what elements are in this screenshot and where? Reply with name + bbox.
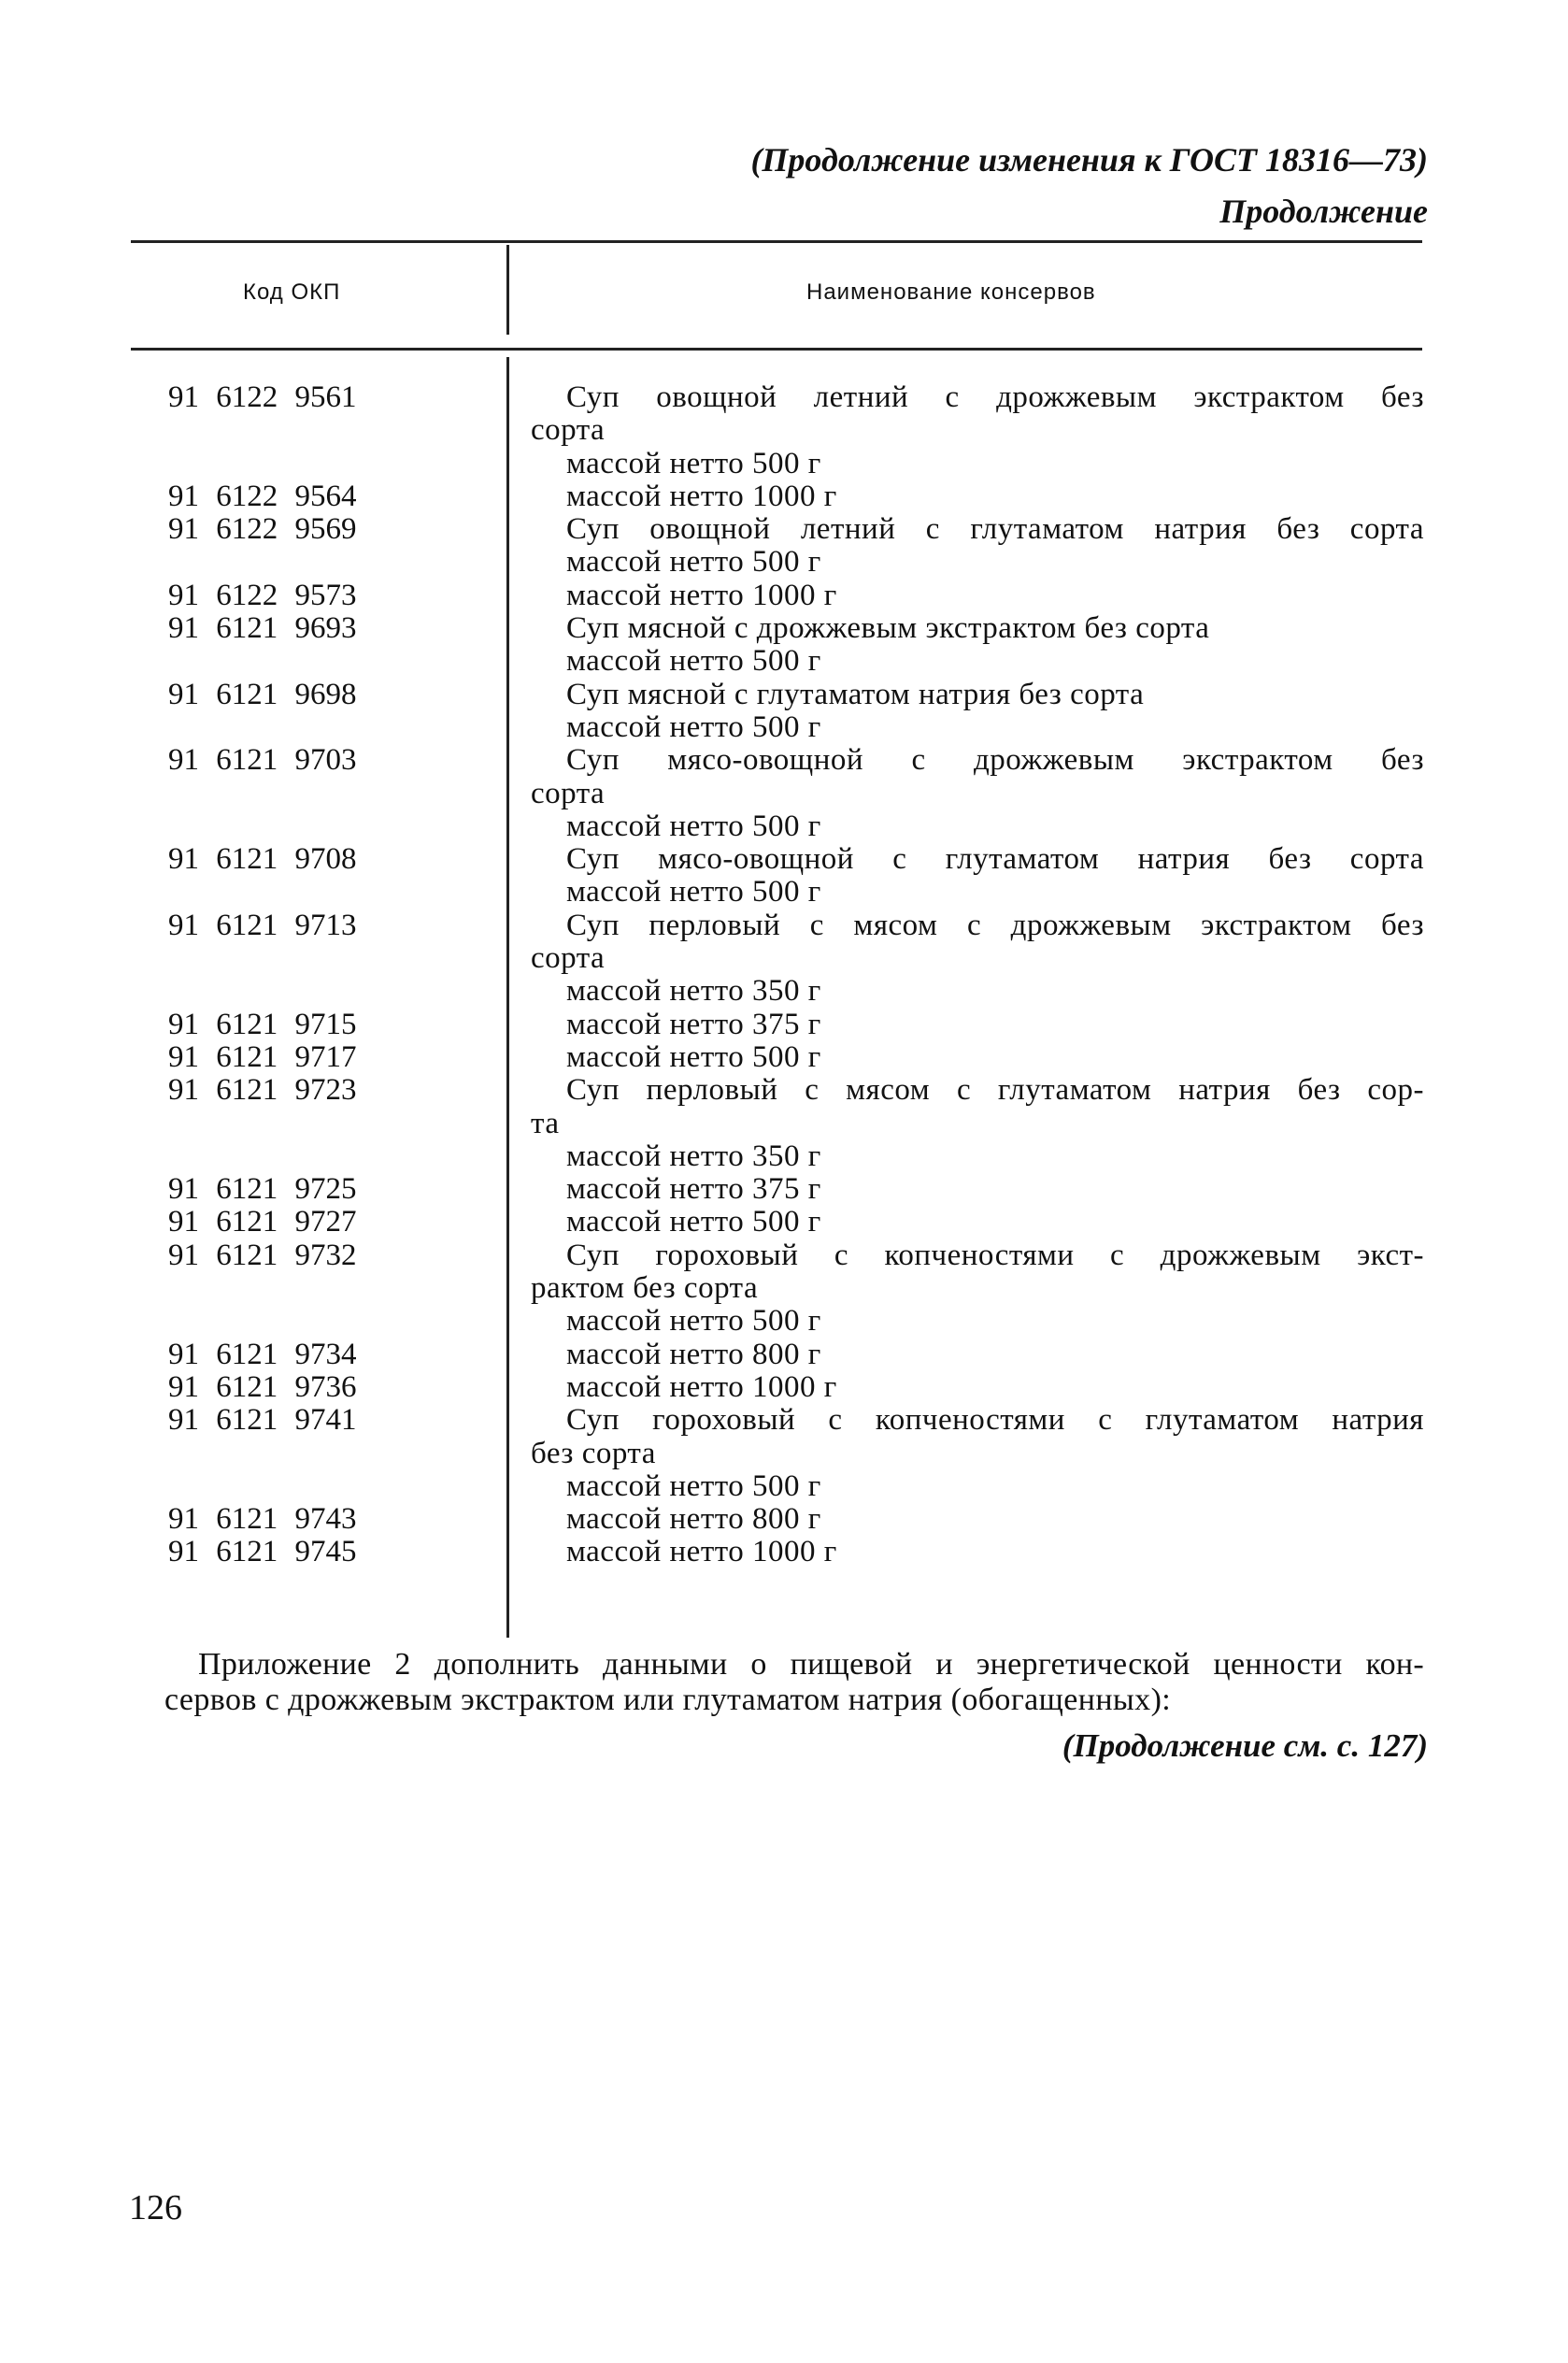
product-name: массой нетто 500 г bbox=[566, 446, 821, 480]
okp-code: 91 6121 9736 bbox=[168, 1369, 357, 1404]
table-row bbox=[0, 1371, 1568, 1404]
column-header-code: Код ОКП bbox=[243, 279, 341, 305]
product-name: массой нетто 500 г bbox=[566, 709, 821, 744]
product-name: Суп мясо-овощной с дрожжевым экстрактом без bbox=[566, 743, 1424, 778]
table-row bbox=[0, 612, 1568, 645]
product-name: массой нетто 500 г bbox=[566, 875, 821, 909]
table-row bbox=[0, 1339, 1568, 1371]
okp-code: 91 6121 9725 bbox=[168, 1172, 357, 1207]
table-row bbox=[0, 1108, 1568, 1140]
table-row bbox=[0, 1239, 1568, 1272]
okp-code: 91 6122 9561 bbox=[168, 380, 357, 414]
header-continuation-label: Продолжение bbox=[1219, 193, 1428, 230]
appendix-note-line-1: Приложение 2 дополнить данными о пищевой и энергетической ценности кон- bbox=[198, 1647, 1424, 1682]
table-row bbox=[0, 381, 1568, 414]
table-row bbox=[0, 942, 1568, 975]
table-row bbox=[0, 1503, 1568, 1536]
product-name: Суп овощной летний с глутаматом натрия без сорта bbox=[566, 512, 1424, 547]
okp-code: 91 6121 9717 bbox=[168, 1039, 357, 1074]
appendix-note-line-2: сервов с дрожжевым экстрактом или глутаматом натрия (обогащенных): bbox=[164, 1683, 1172, 1717]
product-name: массой нетто 500 г bbox=[566, 1304, 821, 1339]
table-row bbox=[0, 1140, 1568, 1173]
product-name: массой нетто 500 г bbox=[566, 1468, 821, 1503]
okp-code: 91 6121 9693 bbox=[168, 611, 357, 646]
okp-code: 91 6121 9745 bbox=[168, 1535, 357, 1569]
table-row bbox=[0, 975, 1568, 1008]
product-name: Суп мясной с глутаматом натрия без сорта bbox=[566, 677, 1145, 711]
okp-code: 91 6121 9727 bbox=[168, 1205, 357, 1239]
table-row bbox=[0, 711, 1568, 744]
product-name: Суп гороховый с копченостями с дрожжевым экст- bbox=[566, 1238, 1424, 1272]
product-name: массой нетто 375 г bbox=[566, 1172, 821, 1207]
table-body bbox=[0, 381, 1568, 1569]
product-name: Суп овощной летний с дрожжевым экстрактом без bbox=[566, 380, 1424, 414]
okp-code: 91 6121 9713 bbox=[168, 908, 357, 942]
product-name: массой нетто 500 г bbox=[566, 1039, 821, 1074]
okp-code: 91 6121 9723 bbox=[168, 1073, 357, 1108]
okp-code: 91 6121 9698 bbox=[168, 677, 357, 711]
product-name: массой нетто 500 г bbox=[566, 1205, 821, 1239]
table-row bbox=[0, 744, 1568, 777]
table-row bbox=[0, 1206, 1568, 1239]
table-row bbox=[0, 414, 1568, 447]
table-row bbox=[0, 1173, 1568, 1206]
table-row bbox=[0, 1438, 1568, 1470]
product-name: сорта bbox=[531, 413, 606, 448]
table-row bbox=[0, 876, 1568, 909]
okp-code: 91 6121 9703 bbox=[168, 743, 357, 778]
product-name: массой нетто 350 г bbox=[566, 1139, 821, 1173]
table-row bbox=[0, 810, 1568, 843]
product-name: Суп мясной с дрожжевым экстрактом без сорта bbox=[566, 611, 1210, 646]
table-row bbox=[0, 1074, 1568, 1107]
table-row bbox=[0, 546, 1568, 579]
product-name: сорта bbox=[531, 776, 606, 810]
okp-code: 91 6121 9734 bbox=[168, 1337, 357, 1371]
table-row bbox=[0, 909, 1568, 942]
table-row bbox=[0, 778, 1568, 810]
table-row bbox=[0, 1536, 1568, 1568]
product-name: массой нетто 1000 г bbox=[566, 1535, 837, 1569]
table-row bbox=[0, 513, 1568, 546]
product-name: массой нетто 800 г bbox=[566, 1337, 821, 1371]
product-name: Суп перловый с мясом с дрожжевым экстрактом без bbox=[566, 908, 1424, 942]
product-name: массой нетто 375 г bbox=[566, 1007, 821, 1041]
okp-code: 91 6122 9573 bbox=[168, 578, 357, 612]
page-number: 126 bbox=[129, 2188, 182, 2227]
table-row bbox=[0, 448, 1568, 480]
okp-code: 91 6122 9564 bbox=[168, 479, 357, 513]
product-name: массой нетто 1000 г bbox=[566, 578, 837, 612]
table-row bbox=[0, 679, 1568, 711]
column-header-name: Наименование консервов bbox=[806, 279, 1096, 305]
product-name: массой нетто 500 г bbox=[566, 545, 821, 580]
product-name: массой нетто 1000 г bbox=[566, 479, 837, 513]
product-name: сорта bbox=[531, 941, 606, 976]
okp-code: 91 6121 9732 bbox=[168, 1238, 357, 1272]
table-row bbox=[0, 1305, 1568, 1338]
table-row bbox=[0, 645, 1568, 678]
table-row bbox=[0, 1009, 1568, 1041]
okp-code: 91 6122 9569 bbox=[168, 512, 357, 547]
header-amendment-title: (Продолжение изменения к ГОСТ 18316—73) bbox=[750, 141, 1428, 179]
okp-code: 91 6121 9741 bbox=[168, 1403, 357, 1438]
table-header-column-divider bbox=[506, 245, 509, 335]
product-name: Суп гороховый с копченостями с глутаматом натрия bbox=[566, 1403, 1424, 1438]
okp-code: 91 6121 9708 bbox=[168, 842, 357, 877]
table-row bbox=[0, 1470, 1568, 1503]
product-name: без сорта bbox=[531, 1436, 656, 1470]
table-row bbox=[0, 1272, 1568, 1305]
table-top-rule bbox=[131, 240, 1422, 243]
table-row bbox=[0, 843, 1568, 876]
product-name: массой нетто 500 г bbox=[566, 644, 821, 679]
product-name: массой нетто 350 г bbox=[566, 974, 821, 1009]
table-row bbox=[0, 1404, 1568, 1437]
product-name: рактом без сорта bbox=[531, 1271, 759, 1306]
table-header-rule bbox=[131, 348, 1422, 351]
okp-code: 91 6121 9743 bbox=[168, 1502, 357, 1537]
okp-code: 91 6121 9715 bbox=[168, 1007, 357, 1041]
table-row bbox=[0, 1041, 1568, 1074]
continued-note: (Продолжение см. с. 127) bbox=[1062, 1727, 1428, 1764]
table-row bbox=[0, 480, 1568, 513]
table-row bbox=[0, 580, 1568, 612]
product-name: Суп перловый с мясом с глутаматом натрия без сор- bbox=[566, 1073, 1424, 1108]
product-name: массой нетто 1000 г bbox=[566, 1369, 837, 1404]
product-name: Суп мясо-овощной с глутаматом натрия без сорта bbox=[566, 842, 1424, 877]
product-name: массой нетто 800 г bbox=[566, 1502, 821, 1537]
product-name: та bbox=[531, 1106, 560, 1140]
product-name: массой нетто 500 г bbox=[566, 809, 821, 843]
